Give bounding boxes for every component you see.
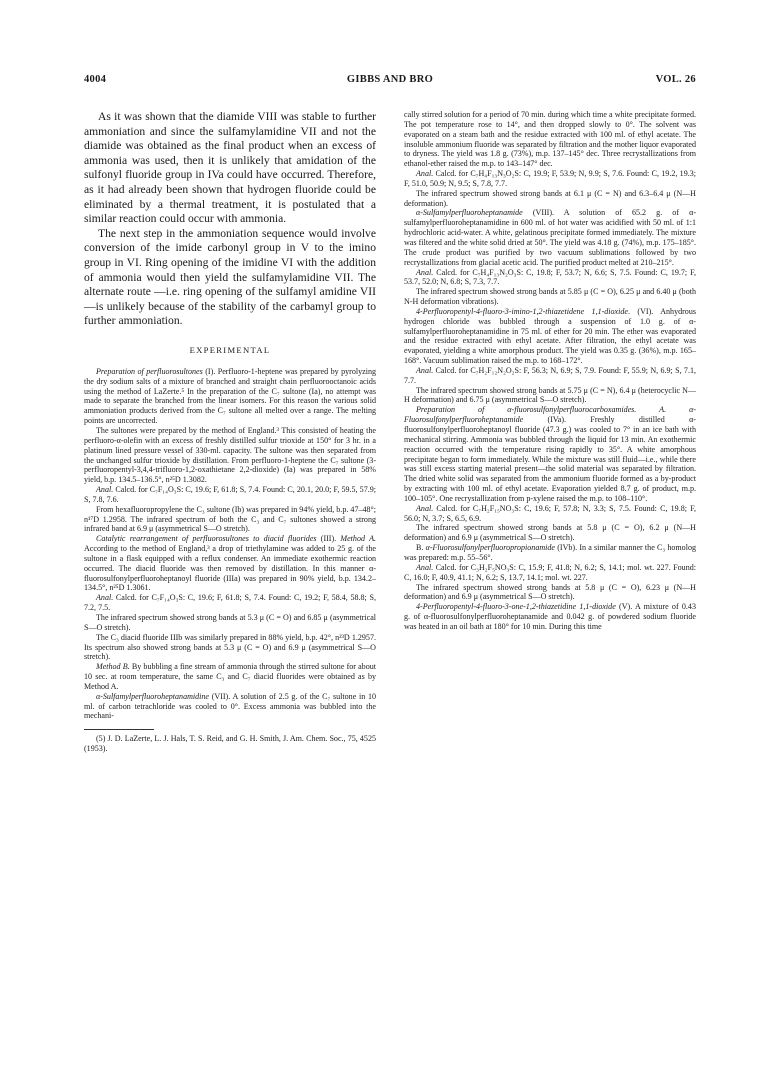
experimental-paragraph: Preparation of perfluorosultones (I). Perfluoro-1-heptene was prepared by pyrolyzing the dry sodium salts of a mixture of branched and straight chain perfluorooctanoic acids using the method of LaZerte.⁵ In the preparation of the C₇ sultone (Ia), no attempt was made to separate the branched from the linear isomers. For this reason the various solid ammoniation products derived from the C₇ sultone all melted over a range. The melting points are uncorrected. xyxy=(84,366,376,426)
experimental-paragraph: The sultones were prepared by the method of England.³ This consisted of heating the perfluoro-α-olefin with an excess of freshly distilled sulfur trioxide at 150° for 3 hr. in a platinum lined pressure vessel of 330-ml. capacity. The sultone was then separated from the unchanged sulfur trioxide by distillation. From perfluoro-1-heptene the C₇ sultone (3-perfluoropentyl-3,4,4-trifluoro-1,2-oxathietane 2,2-dioxide) (Ia) was prepared in 58% yield, b.p. 134.5–136.5°, n²⁵D 1.3082. xyxy=(84,425,376,485)
analysis-paragraph: Anal. Calcd. for C₇F₁₄O₃S: C, 19.6; F, 61.8; S, 7.4. Found: C, 19.2; F, 58.4, 58.8; S, 7.2, 7.5. xyxy=(84,593,376,613)
experimental-paragraph: Catalytic rearrangement of perfluorosultones to diacid fluorides (III). Method A. According to the method of England,³ a drop of triethylamine was added to 25 g. of the sultone in a flask equipped with a reflux condenser. An immediate exothermic reaction occurred. The diacid fluoride was then removed by distillation. In this manner α-fluorosulfonylperfluoroheptanoyl fluoride (IIIa) was prepared in 90% yield, b.p. 134.2–134.5°, n²⁵D 1.3061. xyxy=(84,534,376,593)
subsection-title: α-Fluorosulfonylperfluoropropionamide xyxy=(425,543,555,553)
section-heading-experimental: EXPERIMENTAL xyxy=(189,344,271,355)
experimental-paragraph: Preparation of α-fluorosulfonylperfluorocarboxamides. A. α-Fluorosulfonylperfluoroheptanamide (IVa). Freshly distilled α-fluorosulfonylperfluoroheptanoyl fluoride (47.3 g.) was cooled to 7° in an ice bath with mechanical stirring. Ammonia was bubbled through the liquid for 13 min. An exothermic reaction occurred with the temperature rising rapidly to 35°. A white amorphous precipitate began to form immediately. While the mixture was still fluid—i.e., while there was still excess starting material present—the solid material was separated by filtration. The dried white solid was separated from the ammonium fluoride formed as a by-product by extracting with 100 ml. of ethyl acetate. Evaporation yielded 8.7 g. of product, m.p. 100–105°. One recrystallization from p-xylene raised the m.p. to 108–110°. xyxy=(404,405,696,503)
subsection-title: α-Sulfamylperfluoroheptanamide xyxy=(416,208,523,218)
volume-label: VOL. 26 xyxy=(655,74,696,85)
experimental-paragraph: The infrared spectrum showed strong bands at 6.1 μ (C = N) and 6.3–6.4 μ (N—H deformation). xyxy=(404,188,696,208)
left-column xyxy=(84,110,376,754)
experimental-paragraph: The infrared spectrum showed strong bands at 5.85 μ (C = O), 6.25 μ and 6.40 μ (both N-H deformation vibrations). xyxy=(404,287,696,307)
experimental-paragraph: 4-Perfluoropentyl-4-fluoro-3-imino-1,2-thiazetidene 1,1-dioxide. (VI). Anhydrous hydrogen chloride was bubbled through a suspension of 1.0 g. of α-sulfamylperfluoroheptanamidine in 75 ml. of ether for 20 min. The ether was evaporated and the residue extracted with ethyl acetate. After filtration, the ethyl acetate was evaporated, yielding a white amorphous product. The yield was 0.35 g. (36%), m.p. 165–168°. Vacuum sublimation raised the m.p. to 168–172°. xyxy=(404,306,696,366)
analysis-paragraph: Anal. Calcd. for C₇F₁₄O₃S: C, 19.6; F, 61.8; S, 7.4. Found: C, 20.1, 20.0; F, 59.5, 57.9; S, 7.8, 7.6. xyxy=(84,485,376,504)
experimental-paragraph: α-Sulfamylperfluoroheptanamide (VIII). A solution of 65.2 g. of α-sulfamylperfluoroheptanamidine in 600 ml. of hot water was acidified with 50 ml. of 1:1 hydrochloric acid-water. A white, gelatinous precipitate formed immediately. The mixture was filtered and the white solid dried at 50°. The yield was 4.18 g. (74%), m.p. 175–185°. The crude product was purified by two vacuum sublimations followed by two recrystallizations from glacial acetic acid. The purified product melted at 210–215°. xyxy=(404,208,696,267)
experimental-paragraph: From hexafluoropropylene the C₃ sultone (Ib) was prepared in 94% yield, b.p. 47–48°; n¹⁷D 1.2958. The infrared spectrum of both the C₃ and C₇ sultones showed a strong infrared band at 6.9 μ (asymmetrical S—O stretch). xyxy=(84,504,376,534)
experimental-paragraph: The infrared spectrum showed strong bands at 5.75 μ (C = N), 6.4 μ (heterocyclic N—H deformation) and 6.75 μ (asymmetrical S—O stretch). xyxy=(404,385,696,405)
experimental-paragraph: Method B. By bubbling a fine stream of ammonia through the stirred sultone for about 10 sec. at room temperature, the same C₃ and C₇ diacid fluorides were obtained as by Method A. xyxy=(84,662,376,691)
analysis-paragraph: Anal. Calcd. for C₇H₂F₁₅NO₃S: C, 19.6; F, 57.8; N, 3.3; S, 7.5. Found: C, 19.8; F, 56.0; N, 3.7; S, 6.5, 6.9. xyxy=(404,503,696,523)
discussion-paragraph: As it was shown that the diamide VIII was stable to further ammoniation and since the sulfamylamidine VII and not the diamide was obtained as the final product when an excess of ammonia was used, then it is unlikely that amidation of the sulfonyl fluoride group in IVa could have occurred. Therefore, as it had already been shown that hydrogen fluoride could be eliminated by a thermal treatment, it is postulated that a similar reaction could occur with ammonia. xyxy=(84,110,376,226)
discussion-paragraph: The next step in the ammoniation sequence would involve conversion of the imide carbonyl group in V to the imino group in VI. Ring opening of the imidine VI with the addition of ammonia would then yield the sulfamylamidine VII. The alternate route —i.e. ring opening of the sulfamyl amidine VII—is unlikely because of the stability of the carbamyl group to further ammoniation. xyxy=(84,226,376,328)
experimental-paragraph: α-Sulfamylperfluoroheptanamidine (VII). A solution of 2.5 g. of the C₇ sultone in 10 ml. of carbon tetrachloride was cooled to 0°. Excess ammonia was bubbled into the mechani- xyxy=(84,691,376,721)
experimental-paragraph: B. α-Fluorosulfonylperfluoropropionamide (IVb). In a similar manner the C₃ homolog was prepared: m.p. 55–56°. xyxy=(404,543,696,562)
experimental-paragraph: The infrared spectrum showed strong bands at 5.8 μ (C = O), 6.2 μ (N—H deformation) and 6.9 μ (asymmetrical S—O stretch). xyxy=(404,523,696,543)
right-column xyxy=(404,110,696,632)
experimental-paragraph: The infrared spectrum showed strong bands at 5.8 μ (C = O), 6.23 μ (N—H deformation) and 6.9 μ (asymmetrical S—O stretch). xyxy=(404,582,696,602)
subsection-title: 4-Perfluoropentyl-4-fluoro-3-one-1,2-thiazetidine 1,1-dioxide xyxy=(416,602,616,612)
analysis-paragraph: Anal. Calcd. for C₇H₄F₁₃N₂O₃S: C, 19.8; F, 53.7; N, 6.6; S, 7.5. Found: C, 19.7; F, 53.7, 52.0; N, 6.8; S, 7.3, 7.7. xyxy=(404,267,696,287)
subsection-title: Preparation of α-fluorosulfonylperfluorocarboxamides. A. α-Fluorosulfonylperfluoroheptanamide xyxy=(404,405,696,425)
experimental-paragraph: The C₃ diacid fluoride IIIb was similarly prepared in 88% yield, b.p. 42°, n²³D 1.2957. Its spectrum also showed strong bands at 5.3 μ (C = O) and 6.9 μ (asymmetrical S—O stretch). xyxy=(84,632,376,662)
subsection-title: α-Sulfamylperfluoroheptanamidine xyxy=(96,691,209,701)
running-title: GIBBS AND BRO xyxy=(346,74,434,85)
footnote-rule xyxy=(84,729,154,730)
experimental-paragraph: cally stirred solution for a period of 70 min. during which time a white precipitate formed. The pot temperature rose to 14°, and then dropped slowly to 0°. The solvent was evaporated on a steam bath and the residue extracted with 100 ml. of ethyl acetate. The insoluble ammonium fluoride was separated by filtration and the mother liquor evaporated to dryness. The yield was 1.8 g. (73%), m.p. 137–145° dec. Three recrystallizations from ethanol-ether raised the m.p. to 143–147° dec. xyxy=(404,110,696,169)
page-header xyxy=(84,74,696,90)
subsection-title: Catalytic rearrangement of perfluorosultones to diacid fluorides xyxy=(96,534,317,544)
subsection-title: Preparation of perfluorosultones xyxy=(96,366,203,376)
experimental-paragraph: 4-Perfluoropentyl-4-fluoro-3-one-1,2-thiazetidine 1,1-dioxide (V). A mixture of 0.43 g. of α-fluorosulfonylperfluoroheptanamide and 0.042 g. of powdered sodium fluoride was heated in an oil bath at 180° for 10 min. During this time xyxy=(404,602,696,631)
footnote: (5) J. D. LaZerte, L. J. Hals, T. S. Reid, and G. H. Smith, J. Am. Chem. Soc., 75, 4525 (1953). xyxy=(84,734,376,754)
experimental-paragraph: The infrared spectrum showed strong bands at 5.3 μ (C = O) and 6.85 μ (asymmetrical S—O stretch). xyxy=(84,613,376,632)
analysis-paragraph: Anal. Calcd. for C₇H₄F₁₃N₃O₂S: C, 19.9; F, 53.9; N, 9.9; S, 7.6. Found: C, 19.2, 19.3; F, 51.0, 50.9; N, 9.5; S, 7.8, 7.7. xyxy=(404,169,696,188)
analysis-paragraph: Anal. Calcd. for C₃H₂F₅NO₃S: C, 15.9; F, 41.8; N, 6.2; S, 14.1; mol. wt. 227. Found: C, 16.0; F, 40.9, 41.1; N, 6.2; S, 13.7, 14.1; mol. wt. 227. xyxy=(404,562,696,582)
subsection-title: 4-Perfluoropentyl-4-fluoro-3-imino-1,2-thiazetidene 1,1-dioxide xyxy=(416,306,628,316)
page-number: 4004 xyxy=(84,74,107,85)
analysis-paragraph: Anal. Calcd. for C₇H₂F₁₂N₂O₂S: F, 56.3; N, 6.9; S, 7.9. Found: F, 55.9; N, 6.9; S, 7.1, 7.7. xyxy=(404,365,696,385)
